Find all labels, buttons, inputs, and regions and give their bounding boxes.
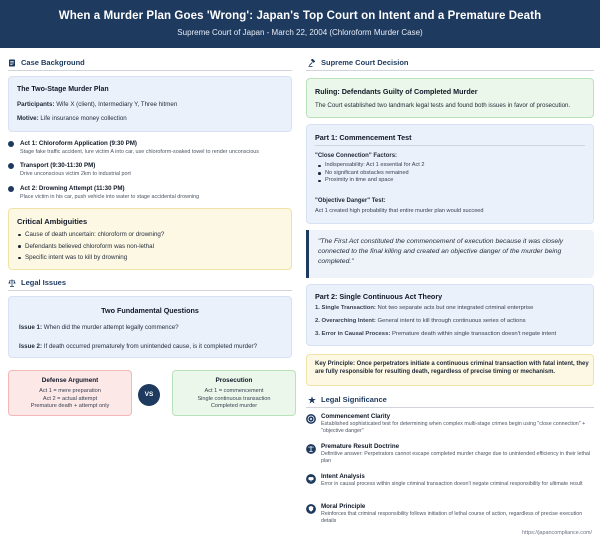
scale-icon: [306, 444, 316, 454]
timeline-dot: [8, 186, 14, 192]
list-item: No significant obstacles remained: [317, 170, 582, 178]
part2-card: [306, 284, 594, 346]
part2-title: Part 2: Single Continuous Act Theory: [315, 292, 443, 301]
ruling-text: The Court established two landmark legal tests and found both issues in favor of prosecution.: [315, 102, 571, 109]
footer-url: https://japancompliance.com/: [522, 530, 592, 536]
page-header: [0, 0, 600, 48]
legal-issues-heading: Legal Issues: [8, 278, 66, 287]
case-background-heading: Case Background: [8, 58, 85, 67]
star-icon: [308, 396, 316, 404]
divider: [306, 70, 594, 71]
ruling-card: [306, 78, 594, 118]
decision-heading: Supreme Court Decision: [308, 58, 409, 67]
close-connection-title: "Close Connection" Factors:: [315, 153, 398, 159]
ambiguities-card: [8, 208, 292, 270]
list-item: Indispensability: Act 1 essential for Act 2: [317, 162, 582, 170]
issue-2: Issue 2: If death occurred prematurely from unintended cause, is it completed murder?: [19, 343, 258, 350]
defense-card: Defense Argument Act 1 = mere preparation Act 2 = actual attempt Premature death + attempt only: [8, 370, 132, 416]
vs-badge: VS: [138, 384, 160, 406]
participants-line: Participants: Wife X (client), Intermediary Y, Three hitmen: [17, 101, 178, 108]
issue-1: Issue 1: When did the murder attempt legally commence?: [19, 324, 179, 331]
page-subtitle: Supreme Court of Japan - March 22, 2004 (Chloroform Murder Case): [177, 28, 423, 37]
court-quote: "The First Act constituted the commencement of execution because it was closely connected to the final killing and created an objective danger of the murder being completed.": [306, 230, 594, 278]
part1-card: [306, 124, 594, 224]
timeline-dot: [8, 163, 14, 169]
shield-icon: [306, 504, 316, 514]
divider: [8, 290, 292, 291]
ambiguities-title: Critical Ambiguities: [17, 217, 88, 226]
murder-plan-card: [8, 76, 292, 132]
document-icon: [8, 59, 16, 67]
list-item: Cause of death uncertain: chloroform or drowning?: [17, 231, 287, 240]
key-principle-card: Key Principle: Once perpetrators initiate a continuous criminal transaction with fatal intent, they are fully responsible for resulting death, regardless of precise timing or mechanism.: [306, 354, 594, 386]
questions-title: Two Fundamental Questions: [101, 306, 199, 315]
list-item: Defendants believed chloroform was non-lethal: [17, 243, 287, 252]
timeline-dot: [8, 141, 14, 147]
divider: [8, 70, 292, 71]
close-connection-list: [317, 162, 582, 185]
divider: [306, 407, 594, 408]
list-item: Proximity in time and space: [317, 177, 582, 185]
list-item: Specific intent was to kill by drowning: [17, 254, 287, 263]
scale-icon: [8, 279, 16, 287]
part1-title: Part 1: Commencement Test: [315, 133, 412, 142]
target-icon: [306, 414, 316, 424]
theory-item: 3. Error in Causal Process: Premature death within single transaction doesn't negate intent: [315, 331, 557, 337]
questions-card: [8, 296, 292, 358]
objective-danger-title: "Objective Danger" Test:: [315, 198, 386, 204]
divider: [315, 145, 585, 146]
ruling-title: Ruling: Defendants Guilty of Completed Murder: [315, 87, 478, 96]
page-title: When a Murder Plan Goes 'Wrong': Japan's Top Court on Intent and a Premature Death: [58, 10, 542, 22]
prosecution-card: Prosecution Act 1 = commencement Single continuous transaction Completed murder: [172, 370, 296, 416]
significance-heading: Legal Significance: [308, 395, 387, 404]
brain-icon: [306, 474, 316, 484]
objective-danger-text: Act 1 created high probability that entire murder plan would succeed: [315, 208, 484, 214]
theory-item: 1. Single Transaction: Not two separate acts but one integrated criminal enterprise: [315, 305, 534, 311]
plan-title: The Two-Stage Murder Plan: [17, 86, 109, 93]
gavel-icon: [308, 59, 316, 67]
motive-line: Motive: Life insurance money collection: [17, 115, 127, 122]
theory-item: 2. Overarching Intent: General intent to kill through continuous series of actions: [315, 318, 526, 324]
ambiguities-list: [17, 231, 287, 263]
